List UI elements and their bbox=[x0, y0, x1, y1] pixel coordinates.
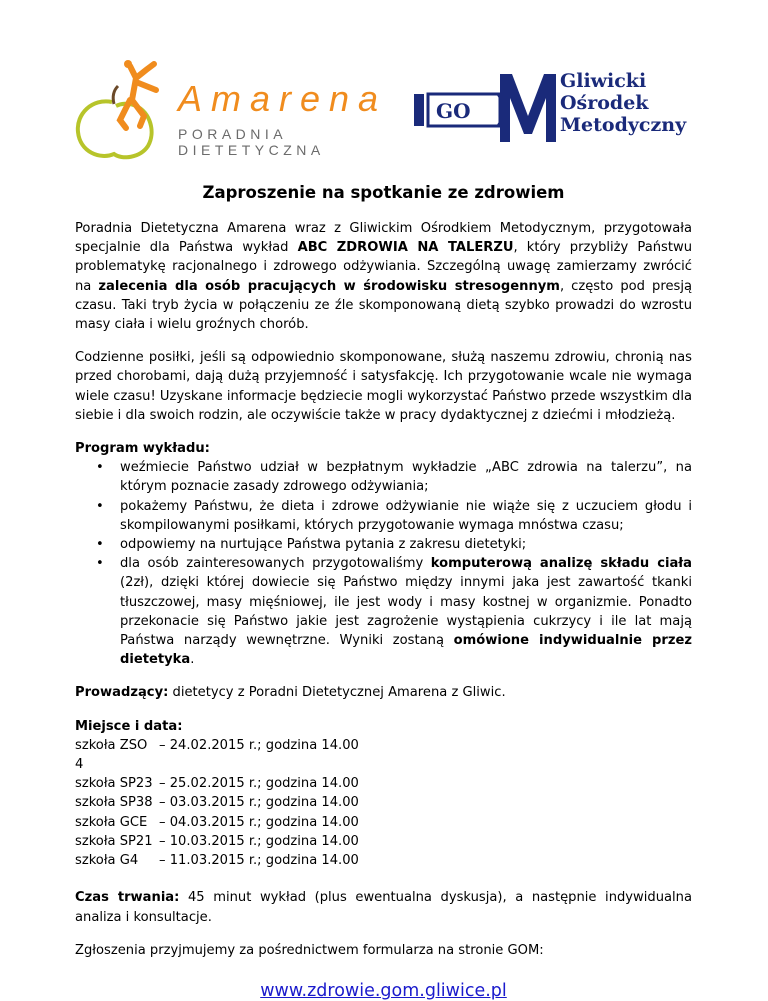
schedule-row: szkoła SP38 – 03.03.2015 r.; godzina 14.00 bbox=[75, 795, 359, 811]
intro-paragraph: Poradnia Dietetyczna Amarena wraz z Gliwickim Ośrodkiem Metodycznym, przygotowała specjalnie dla Państwa wykład ABC ZDROWIA NA TALERZU, który przybliży Państwu problematykę racjonalnego i zdrowego odżywiania. Szczególną uwagę zamierzamy zwrócić na zalecenia dla osób pracujących w środowisku stresogennym, często pod presją czasu. Taki tryb życia w połączeniu ze źle skomponowaną dietą szybko prowadzi do wzrostu masy ciała i wielu groźnych chorób. bbox=[75, 221, 693, 333]
amarena-name: Amarena bbox=[178, 78, 388, 119]
gom-abbr: GO bbox=[436, 99, 471, 123]
apple-figure-icon bbox=[70, 60, 180, 160]
gom-name bbox=[560, 70, 686, 136]
gom-emblem-icon bbox=[412, 68, 562, 150]
duration-paragraph: Czas trwania: 45 minut wykład (plus ewentualna dyskusja), a następnie indywidualna analiza i konsultacje. bbox=[75, 890, 692, 925]
program-list bbox=[75, 458, 692, 669]
header-logos bbox=[0, 50, 768, 160]
leaders-paragraph: Prowadzący: dietetycy z Poradni Dietetycznej Amarena z Gliwic. bbox=[75, 685, 506, 701]
signup-link[interactable]: www.zdrowie.gom.gliwice.pl bbox=[260, 980, 507, 1001]
gom-line-1: Gliwicki bbox=[560, 70, 647, 92]
gom-logo bbox=[412, 68, 712, 150]
amarena-subtitle: PORADNIA DIETETYCZNA bbox=[178, 126, 325, 158]
meals-paragraph: Codzienne posiłki, jeśli są odpowiednio skomponowane, służą naszemu zdrowiu, chronią nas przed chorobami, dają dużą przyjemność i satysfakcję. Ich przygotowanie wcale nie wymaga wiele czasu! Uzyskane informacje będziecie mogli wykorzystać Państwo przede wszystkim dla siebie i dla swoich rodzin, ale oczywiście także w pracy dydaktycznej z dziećmi i młodzieżą. bbox=[75, 350, 692, 423]
schedule-row: szkoła ZSO 4 – 24.02.2015 r.; godzina 14.00 bbox=[75, 737, 359, 773]
schedule-row: szkoła G4 – 11.03.2015 r.; godzina 14.00 bbox=[75, 853, 359, 869]
signup-paragraph: Zgłoszenia przyjmujemy za pośrednictwem formularza na stronie GOM: bbox=[75, 942, 544, 958]
amarena-logo bbox=[70, 60, 400, 160]
gom-line-3: Metodyczny bbox=[560, 114, 687, 136]
list-item: • dla osób zainteresowanych przygotowaliśmy komputerową analizę składu ciała (2zł), dzięki której dowiecie się Państwo między innymi jaka jest zawartość tkanki tłuszczowej, masy mięśniowej, ile jest wody i masy kostnej w organizmie. Ponadto przekonacie się Państwo jakie jest zagrożenie wystąpienia cukrzycy i ile lat mają Państwa narządy wewnętrzne. Wyniki zostaną omówione indywidualnie przez dietetyka. bbox=[120, 554, 692, 669]
schedule-row: szkoła SP23 – 25.02.2015 r.; godzina 14.00 bbox=[75, 776, 359, 792]
schedule-list bbox=[75, 736, 692, 870]
list-item: • weźmiecie Państwo udział w bezpłatnym wykładzie „ABC zdrowia na talerzu”, na którym poznacie zasady zdrowego odżywiania; bbox=[120, 458, 692, 496]
gom-line-2: Ośrodek bbox=[560, 92, 649, 114]
schedule-row: szkoła GCE – 04.03.2015 r.; godzina 14.00 bbox=[75, 814, 359, 830]
place-heading: Miejsce i data: bbox=[75, 718, 183, 734]
list-item: • pokażemy Państwu, że dieta i zdrowe odżywianie nie wiąże się z uczuciem głodu i skompilowanymi posiłkami, których przygotowanie wymaga mnóstwa czasu; bbox=[120, 497, 692, 535]
schedule-row: szkoła SP21 – 10.03.2015 r.; godzina 14.00 bbox=[75, 833, 359, 849]
list-item: • odpowiemy na nurtujące Państwa pytania z zakresu dietetyki; bbox=[120, 535, 692, 554]
page-title: Zaproszenie na spotkanie ze zdrowiem bbox=[202, 183, 565, 202]
document-body bbox=[75, 183, 692, 1001]
program-heading: Program wykładu: bbox=[75, 441, 210, 457]
